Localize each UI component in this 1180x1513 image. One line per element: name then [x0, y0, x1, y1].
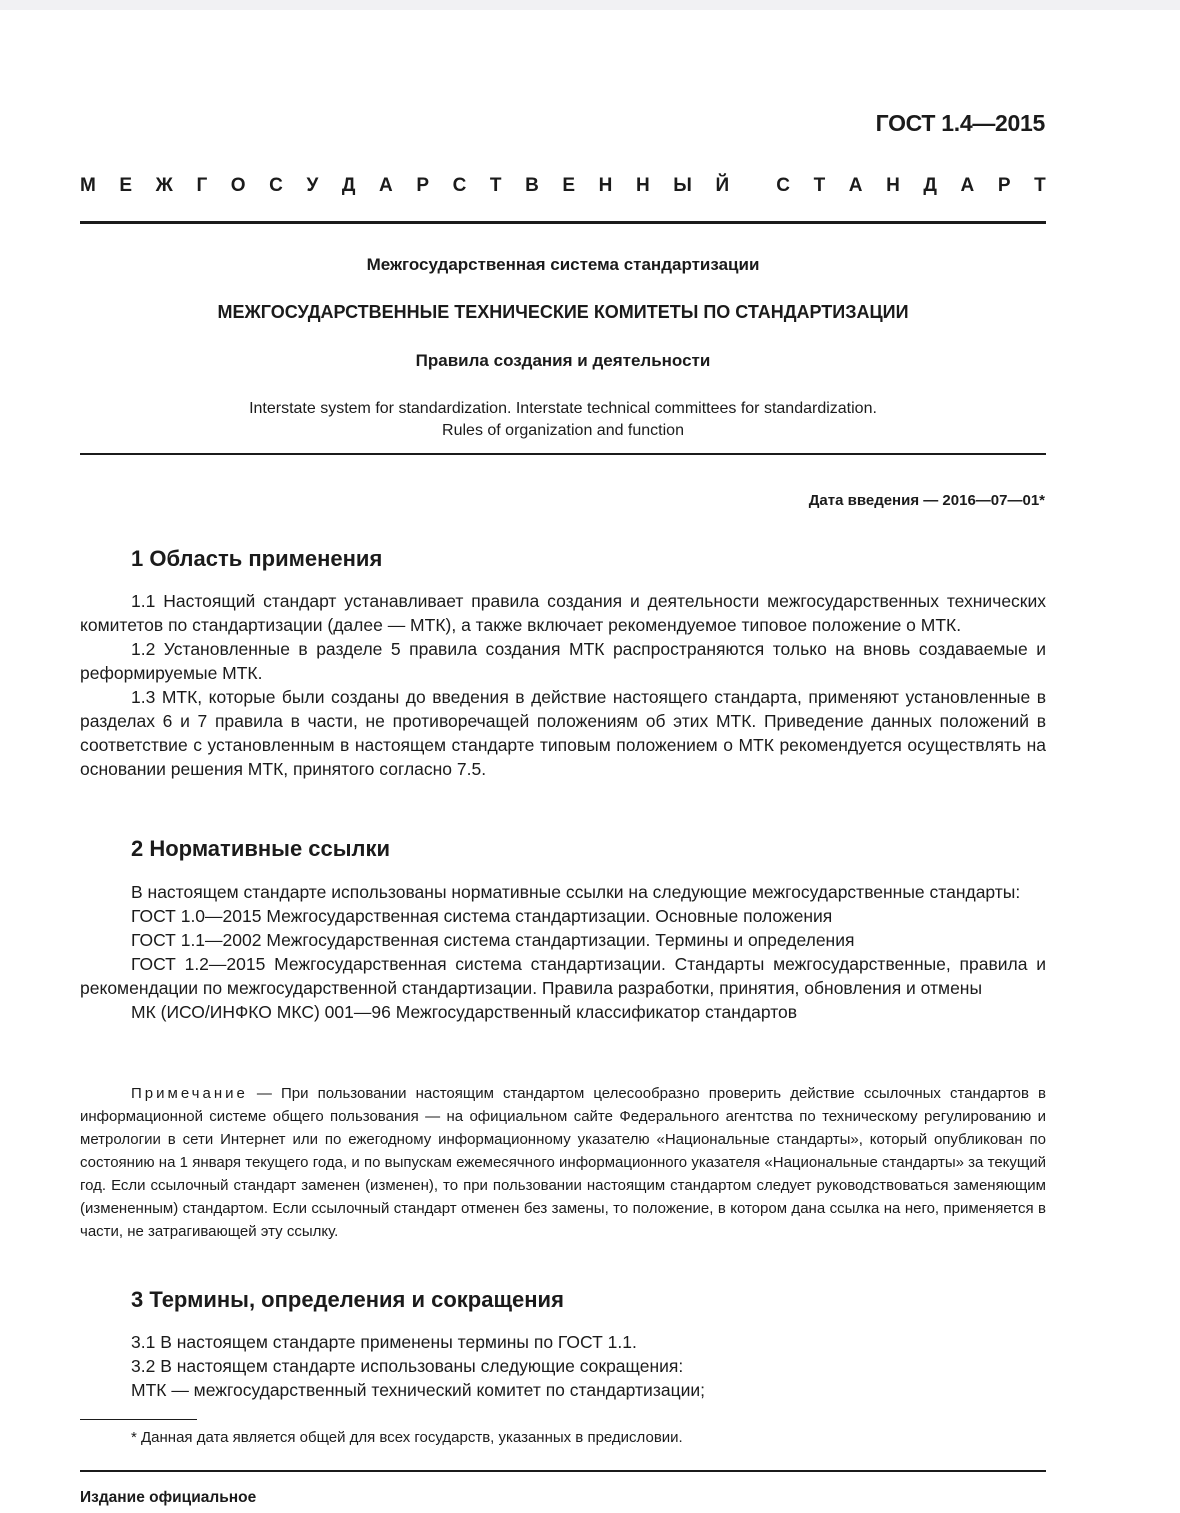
official-edition-label: Издание официальное	[80, 1489, 257, 1506]
section-1-body	[80, 589, 1046, 781]
banner-letter: Е	[119, 175, 133, 196]
banner-letter: Е	[562, 175, 576, 196]
banner-letter: М	[80, 175, 96, 196]
banner-letter: А	[960, 175, 975, 196]
title-divider	[80, 453, 1046, 455]
banner-letter: Ы	[673, 175, 692, 196]
footer-divider	[80, 1470, 1046, 1472]
reference-item: ГОСТ 1.2—2015 Межгосударственная система стандартизации. Стандарты межгосударственные, правила и рекомендации по межгосударственной стандартизации. Правила разработки, принятия, обновления и отмены	[80, 954, 1046, 998]
english-title-line-2: Rules of organization and function	[442, 422, 684, 439]
banner-letter: Й	[715, 175, 730, 196]
interstate-standard-banner	[80, 173, 1046, 199]
reference-item: ГОСТ 1.1—2002 Межгосударственная система стандартизации. Термины и определения	[131, 930, 855, 950]
paragraph-3-1: 3.1 В настоящем стандарте применены термины по ГОСТ 1.1.	[131, 1332, 637, 1352]
banner-letter: Р	[416, 175, 429, 196]
banner-letter: С	[776, 175, 791, 196]
section-3-body	[80, 1330, 1046, 1402]
document-title: МЕЖГОСУДАРСТВЕННЫЕ ТЕХНИЧЕСКИЕ КОМИТЕТЫ ПО СТАНДАРТИЗАЦИИ	[217, 302, 909, 322]
english-title	[80, 398, 1046, 442]
banner-letter: Т	[1034, 175, 1046, 196]
banner-letters	[80, 173, 1046, 199]
banner-letter: Т	[813, 175, 826, 196]
references-note	[80, 1082, 1046, 1243]
footnote-divider	[80, 1419, 197, 1420]
footnote: * Данная дата является общей для всех государств, указанных в предисловии.	[131, 1429, 683, 1446]
reference-item: ГОСТ 1.0—2015 Межгосударственная система стандартизации. Основные положения	[131, 906, 833, 926]
english-title-line-1: Interstate system for standardization. Interstate technical committees for standardization.	[249, 400, 877, 417]
banner-letter: Р	[997, 175, 1011, 196]
document-subtitle: Правила создания и деятельности	[415, 351, 711, 370]
introduction-date: Дата введения — 2016—07—01*	[808, 492, 1045, 509]
paragraph-1-1: 1.1 Настоящий стандарт устанавливает правила создания и деятельности межгосударственных технических комитетов по стандартизации (далее — МТК), а также включает рекомендуемое типовое положение о МТК.	[80, 591, 1046, 635]
paragraph-1-3: 1.3 МТК, которые были созданы до введения в действие настоящего стандарта, применяют установленные в разделах 6 и 7 правила в части, не противоречащей положениям об этих МТК. Приведение данных положений в соответствие с установленным в настоящем стандарте типовым положением о МТК рекомендуется осуществлять на основании решения МТК, принятого согласно 7.5.	[80, 687, 1046, 779]
banner-letter: В	[525, 175, 539, 196]
paragraph-3-abbrev: МТК — межгосударственный технический комитет по стандартизации;	[131, 1380, 706, 1400]
banner-letter: О	[230, 175, 246, 196]
banner-letter: Г	[196, 175, 208, 196]
paragraph-3-2: 3.2 В настоящем стандарте использованы следующие сокращения:	[131, 1356, 684, 1376]
banner-letter: Н	[598, 175, 613, 196]
gost-number: ГОСТ 1.4—2015	[875, 110, 1045, 136]
section-2-heading: 2 Нормативные ссылки	[131, 836, 391, 861]
note-text: — При пользовании настоящим стандартом целесообразно проверить действие ссылочных стандартов в информационной системе общего пользования — на официальном сайте Федерального агентства по техническому регулированию и метрологии в сети Интернет или по ежегодному информационному указателю «Национальные стандарты», который опубликован по состоянию на 1 января текущего года, и по выпускам ежемесячного информационного указателя «Национальные стандарты» за текущий год. Если ссылочный стандарт заменен (изменен), то при пользовании настоящим стандартом следует руководствоваться заменяющим (измененным) стандартом. Если ссылочный стандарт отменен без замены, то положение, в котором дана ссылка на него, применяется в части, не затрагивающей эту ссылку.	[80, 1085, 1046, 1240]
banner-letter: Н	[886, 175, 900, 196]
banner-letter: Д	[923, 175, 937, 196]
banner-letter: С	[452, 175, 467, 196]
section-3-heading: 3 Термины, определения и сокращения	[131, 1287, 564, 1312]
system-title: Межгосударственная система стандартизации	[366, 255, 760, 274]
banner-letter: А	[379, 175, 393, 196]
paragraph-1-2: 1.2 Установленные в разделе 5 правила создания МТК распространяются только на вновь создаваемые и реформируемые МТК.	[80, 639, 1046, 683]
reference-item: МК (ИСО/ИНФКО МКС) 001—96 Межгосударственный классификатор стандартов	[131, 1002, 798, 1022]
banner-letter: Д	[341, 175, 356, 196]
banner-letter: Ж	[155, 175, 173, 196]
banner-letter: Т	[489, 175, 502, 196]
banner-letter: А	[848, 175, 863, 196]
banner-letter: У	[306, 175, 319, 196]
section-2-body	[80, 880, 1046, 1024]
note-label: Примечание	[131, 1085, 248, 1102]
references-intro: В настоящем стандарте использованы нормативные ссылки на следующие межгосударственные стандарты:	[131, 882, 1021, 902]
banner-letter: Н	[635, 175, 650, 196]
section-1-heading: 1 Область применения	[131, 546, 383, 571]
document-page	[0, 10, 1180, 1513]
banner-letter: С	[269, 175, 283, 196]
header-divider	[80, 221, 1046, 224]
